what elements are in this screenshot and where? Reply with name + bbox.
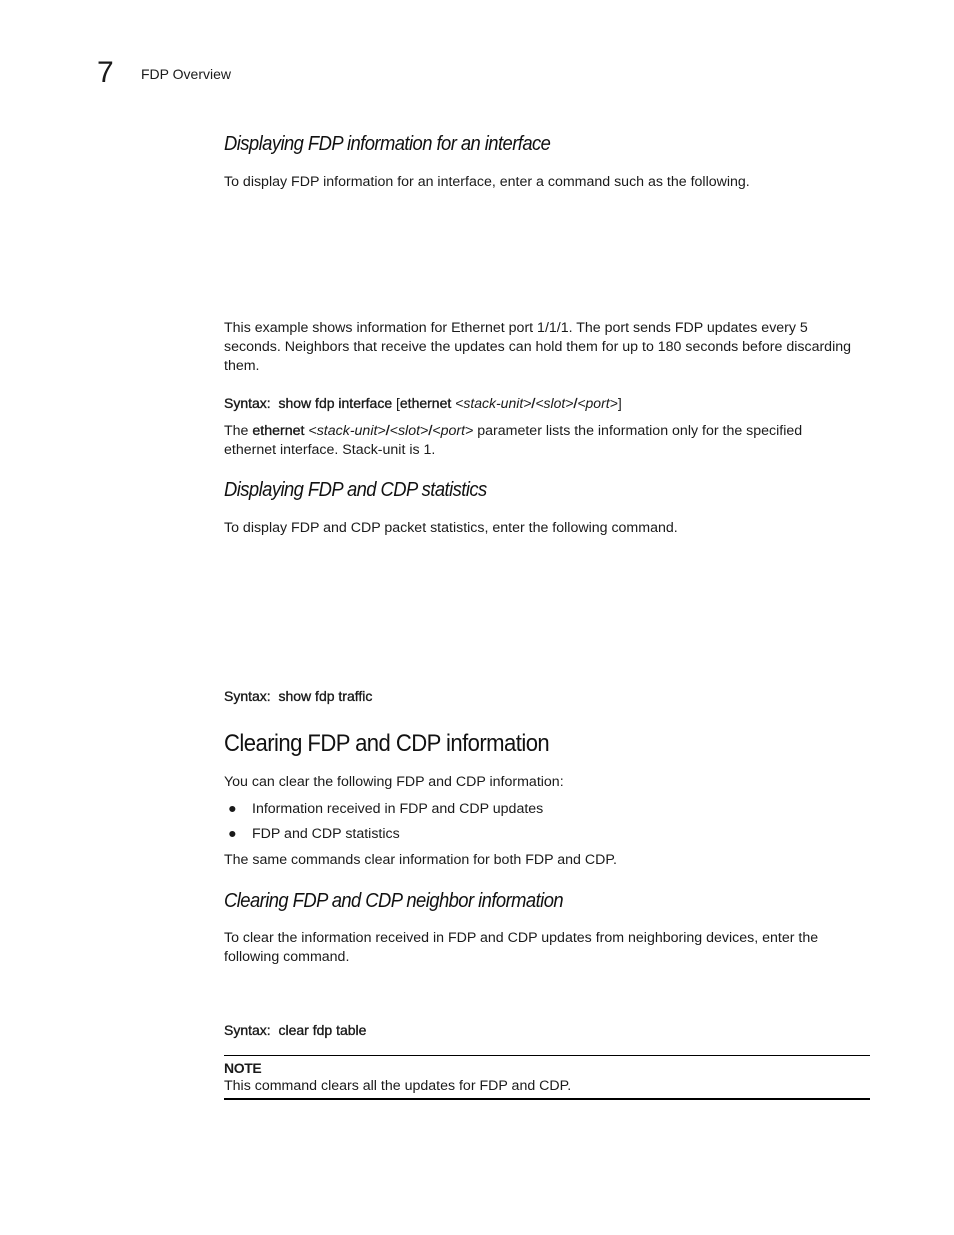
- syntax-label: Syntax:: [224, 688, 271, 704]
- param-keyword: ethernet: [252, 423, 305, 439]
- paragraph: To clear the information received in FDP and CDP updates from neighboring devices, enter the following command.: [224, 930, 819, 965]
- bullet-icon: ●: [228, 826, 237, 842]
- syntax-line: [224, 688, 372, 704]
- note-bottom-rule: [224, 1098, 870, 1100]
- list-item-text: FDP and CDP statistics: [252, 826, 400, 842]
- text: The: [224, 423, 249, 439]
- syntax-keyword: ethernet: [399, 395, 452, 411]
- syntax-command: clear fdp table: [278, 1022, 367, 1038]
- list-item: [228, 826, 400, 842]
- paragraph: This example shows information for Ethernet port 1/1/1. The port sends FDP updates every 5 seconds. Neighbors that receive the updates can hold them for up to 180 seconds before discarding them.: [224, 320, 852, 374]
- paragraph: To display FDP information for an interface, enter a command such as the following.: [224, 174, 750, 190]
- syntax-slash: /: [531, 395, 536, 411]
- param-stack: <stack-unit>: [308, 423, 386, 439]
- paragraph: The same commands clear information for both FDP and CDP.: [224, 852, 617, 868]
- list-item: [228, 801, 544, 817]
- list-item-text: Information received in FDP and CDP updates: [252, 801, 544, 817]
- note-label: NOTE: [224, 1060, 262, 1076]
- syntax-param: <port>: [577, 395, 618, 411]
- syntax-line: [224, 1022, 366, 1038]
- syntax-slash: /: [573, 395, 578, 411]
- param-port: <port>: [432, 423, 474, 439]
- parameter-paragraph: [224, 422, 854, 460]
- section-heading-clearing: Clearing FDP and CDP information: [224, 730, 550, 757]
- syntax-label: Syntax:: [224, 395, 271, 411]
- syntax-bracket: ]: [617, 395, 622, 411]
- chapter-number: 7: [97, 56, 114, 89]
- param-slash: /: [385, 423, 390, 439]
- syntax-param: <slot>: [535, 395, 574, 411]
- note-text: This command clears all the updates for FDP and CDP.: [224, 1078, 572, 1094]
- section-heading-statistics: Displaying FDP and CDP statistics: [224, 479, 487, 501]
- syntax-label: Syntax:: [224, 1022, 271, 1038]
- section-heading-neighbor: Clearing FDP and CDP neighbor information: [224, 890, 564, 912]
- syntax-command: show fdp traffic: [278, 688, 373, 704]
- syntax-param: <stack-unit>: [455, 395, 532, 411]
- section-heading-interface: Displaying FDP information for an interface: [224, 133, 551, 155]
- param-slash: /: [428, 423, 433, 439]
- param-slot: <slot>: [389, 423, 429, 439]
- running-title: FDP Overview: [141, 66, 231, 82]
- syntax-command: show fdp interface: [278, 395, 393, 411]
- paragraph: To display FDP and CDP packet statistics, enter the following command.: [224, 520, 678, 536]
- note-top-rule: [224, 1055, 870, 1056]
- syntax-bracket: [: [396, 395, 400, 411]
- bullet-icon: ●: [228, 801, 237, 817]
- param-rest: parameter lists the information only for the specified ethernet interface. Stack-unit is 1.: [224, 423, 803, 458]
- paragraph: You can clear the following FDP and CDP information:: [224, 774, 564, 790]
- syntax-line: [224, 395, 622, 411]
